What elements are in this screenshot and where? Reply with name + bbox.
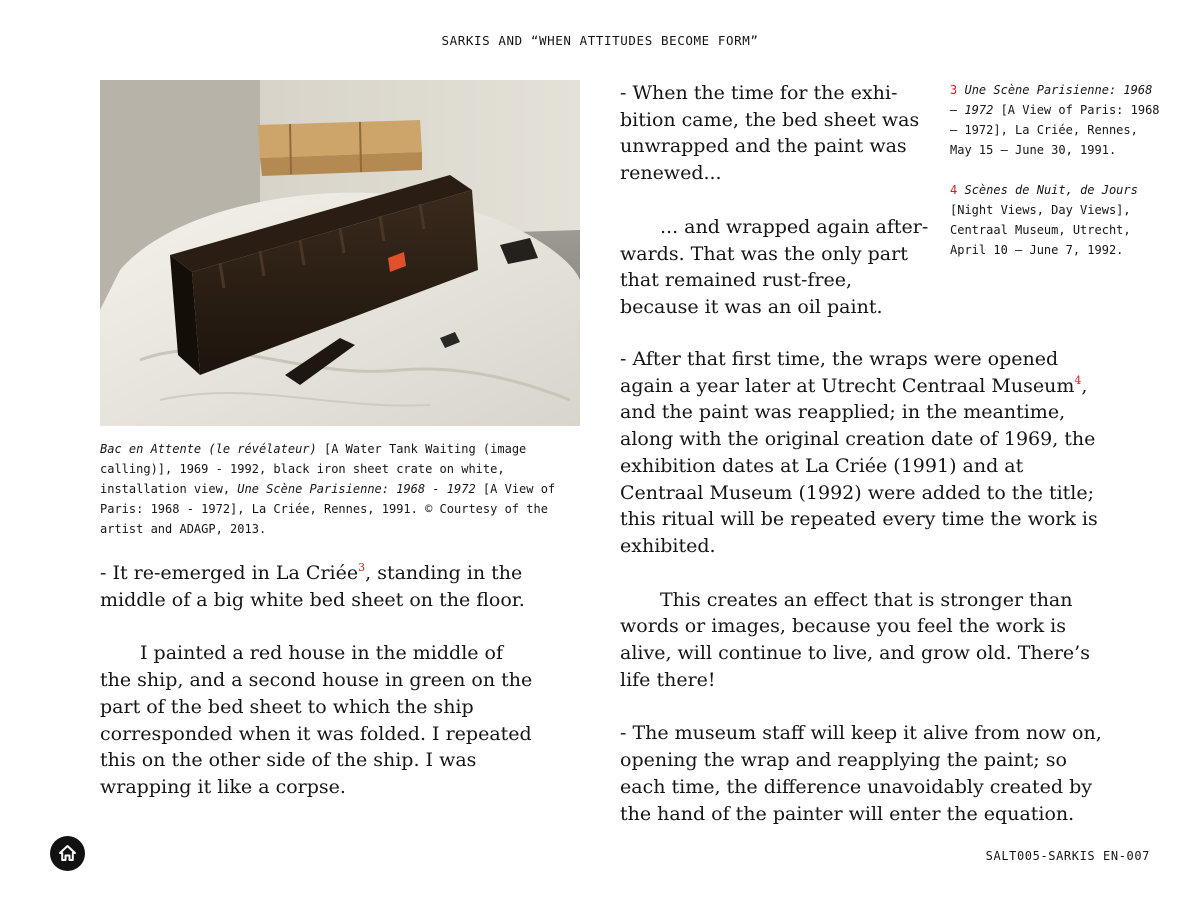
paragraph-red-house: I painted a red house in the middle of the ship, and a second house in green on the part of the bed sheet to which the ship corresponded when it was folded. I repeated this on the other side of the ship. I was wrapping it like a corpse. <box>100 642 533 798</box>
paragraph-wraps-opened: - After that first time, the wraps were opened again a year later at Utrecht Centraal Museum$^4$, and the paint was reapplied; in the meantime, along with the original creation date of 1969, the exhibition dates at La Criée (1991) and at Centraal Museum (1992) were added to the title; this ritual will be repeated every time the work is exhibited. <box>620 348 1098 557</box>
footnotes <box>950 80 1165 260</box>
paragraph-re-emerged: - It re-emerged in La Criée$^3$, standing in the middle of a big white bed sheet on the floor. <box>100 561 525 611</box>
caption-artwork-title: Bac en Attente (le révélateur) <box>100 442 317 456</box>
paragraph-effect: This creates an effect that is stronger than words or images, because you feel the work is alive, will continue to live, and grow old. There’s life there! <box>620 588 1090 691</box>
caption-exhibition-title: Une Scène Parisienne: 1968 - 1972 <box>237 482 476 496</box>
footnote-number: 4 <box>950 183 958 197</box>
footnote-text: [Night Views, Day Views], Centraal Museum, Utrecht, April 10 – June 7, 1992. <box>950 203 1131 257</box>
right-text-column <box>620 346 1110 827</box>
page-footer-id: SALT005-SARKIS EN-007 <box>985 849 1150 863</box>
footnote-title: Scènes de Nuit, de Jours <box>964 183 1138 197</box>
footnote-title: Une Scène Parisienne: 1968 – 1972 <box>950 83 1153 117</box>
left-text-column <box>100 560 540 801</box>
footnote-3 <box>950 80 1165 160</box>
caption-details: [A Water Tank Waiting (image calling)], 1969 - 1992, black iron sheet crate on white, installation view, <box>100 442 527 496</box>
caption-credits: [A View of Paris: 1968 - 1972], La Criée, Rennes, 1991. © Courtesy of the artist and ADAGP, 2013. <box>100 482 556 536</box>
footnote-ref-4[interactable]: 4 <box>1074 373 1082 387</box>
footnote-4 <box>950 180 1165 260</box>
paragraph-exhibition-time: - When the time for the exhibition came, the bed sheet was unwrapped and the paint was renewed... <box>620 82 920 185</box>
right-text-column-top <box>620 80 930 321</box>
artwork-photo <box>100 80 580 426</box>
footnote-number: 3 <box>950 83 958 97</box>
footnote-text: [A View of Paris: 1968 – 1972], La Criée, Rennes, May 15 – June 30, 1991. <box>950 103 1160 157</box>
home-button[interactable] <box>50 836 85 871</box>
footnote-ref-3[interactable]: 3 <box>358 561 366 574</box>
paragraph-wrapped-again: ... and wrapped again afterwards. That was the only part that remained rust-free, because it was an oil paint. <box>620 215 929 318</box>
page-header: SARKIS AND “WHEN ATTITUDES BECOME FORM” <box>441 33 759 48</box>
photo-caption <box>100 439 570 539</box>
paragraph-museum-staff: - The museum staff will keep it alive from now on, opening the wrap and reapplying the paint; so each time, the difference unavoidably created by the hand of the painter will enter the equation. <box>620 722 1102 825</box>
home-icon <box>57 843 78 864</box>
